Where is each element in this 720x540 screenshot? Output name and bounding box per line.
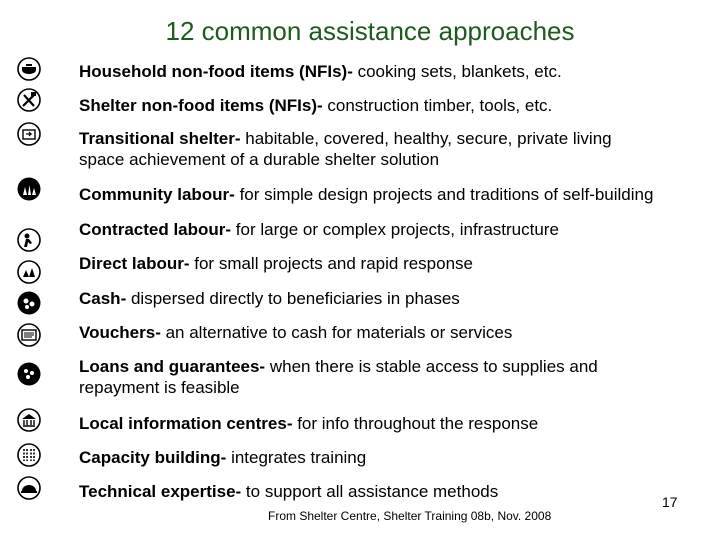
list-item-loans-guarantees	[79, 356, 598, 398]
shelter-icon	[17, 122, 41, 146]
item-text: cooking sets, blankets, etc.	[352, 62, 562, 81]
community-icon	[17, 177, 41, 201]
list-item-household-nfis	[79, 61, 562, 82]
cooking-pot-icon	[17, 57, 41, 81]
item-heading: Direct labour-	[79, 254, 190, 273]
list-item-capacity-building	[79, 447, 366, 468]
voucher-icon	[17, 323, 41, 347]
item-text: habitable, covered, healthy, secure, private living	[240, 129, 612, 148]
list-item-contracted-labour	[79, 219, 559, 240]
item-text: for large or complex projects, infrastructure	[231, 220, 559, 239]
item-heading: Shelter non-food items (NFIs)-	[79, 96, 323, 115]
information-centre-icon	[17, 408, 41, 432]
item-text: for small projects and rapid response	[189, 254, 474, 273]
item-text: dispersed directly to beneficiaries in phases	[126, 289, 460, 308]
item-heading: Transitional shelter-	[79, 129, 241, 148]
item-heading: Household non-food items (NFIs)-	[79, 62, 353, 81]
item-text: integrates training	[226, 448, 367, 467]
item-heading: Capacity building-	[79, 448, 227, 467]
list-item-shelter-nfis	[79, 95, 552, 116]
loan-icon	[17, 362, 41, 386]
page-title: 12 common assistance approaches	[165, 16, 575, 46]
list-item-local-information-centres	[79, 413, 538, 434]
item-text: construction timber, tools, etc.	[322, 96, 553, 115]
item-heading: Cash-	[79, 289, 127, 308]
item-heading: Local information centres-	[79, 414, 293, 433]
source-citation: From Shelter Centre, Shelter Training 08b, Nov. 2008	[268, 509, 552, 523]
list-item-technical-expertise	[79, 481, 498, 502]
worker-icon	[17, 228, 41, 252]
item-text: an alternative to cash for materials or services	[160, 323, 513, 342]
item-heading: Vouchers-	[79, 323, 161, 342]
item-heading: Community labour-	[79, 185, 235, 204]
cash-icon	[17, 291, 41, 315]
builder-icon	[17, 260, 41, 284]
item-heading: Loans and guarantees-	[79, 357, 266, 376]
list-item-community-labour	[79, 184, 653, 205]
list-item-vouchers	[79, 322, 512, 343]
list-item-cash	[79, 288, 460, 309]
item-text-continued: repayment is feasible	[79, 378, 240, 397]
tools-icon	[17, 88, 41, 112]
page-number: 17	[662, 494, 678, 510]
item-text: for info throughout the response	[292, 414, 539, 433]
list-item-direct-labour	[79, 253, 473, 274]
item-heading: Technical expertise-	[79, 482, 242, 501]
list-item-transitional-shelter	[79, 128, 612, 170]
item-text: for simple design projects and traditions of self-building	[234, 185, 654, 204]
training-icon	[17, 443, 41, 467]
item-heading: Contracted labour-	[79, 220, 232, 239]
expertise-icon	[17, 476, 41, 500]
item-text-continued: space achievement of a durable shelter solution	[79, 150, 440, 169]
item-text: to support all assistance methods	[241, 482, 499, 501]
item-text: when there is stable access to supplies and	[265, 357, 598, 376]
